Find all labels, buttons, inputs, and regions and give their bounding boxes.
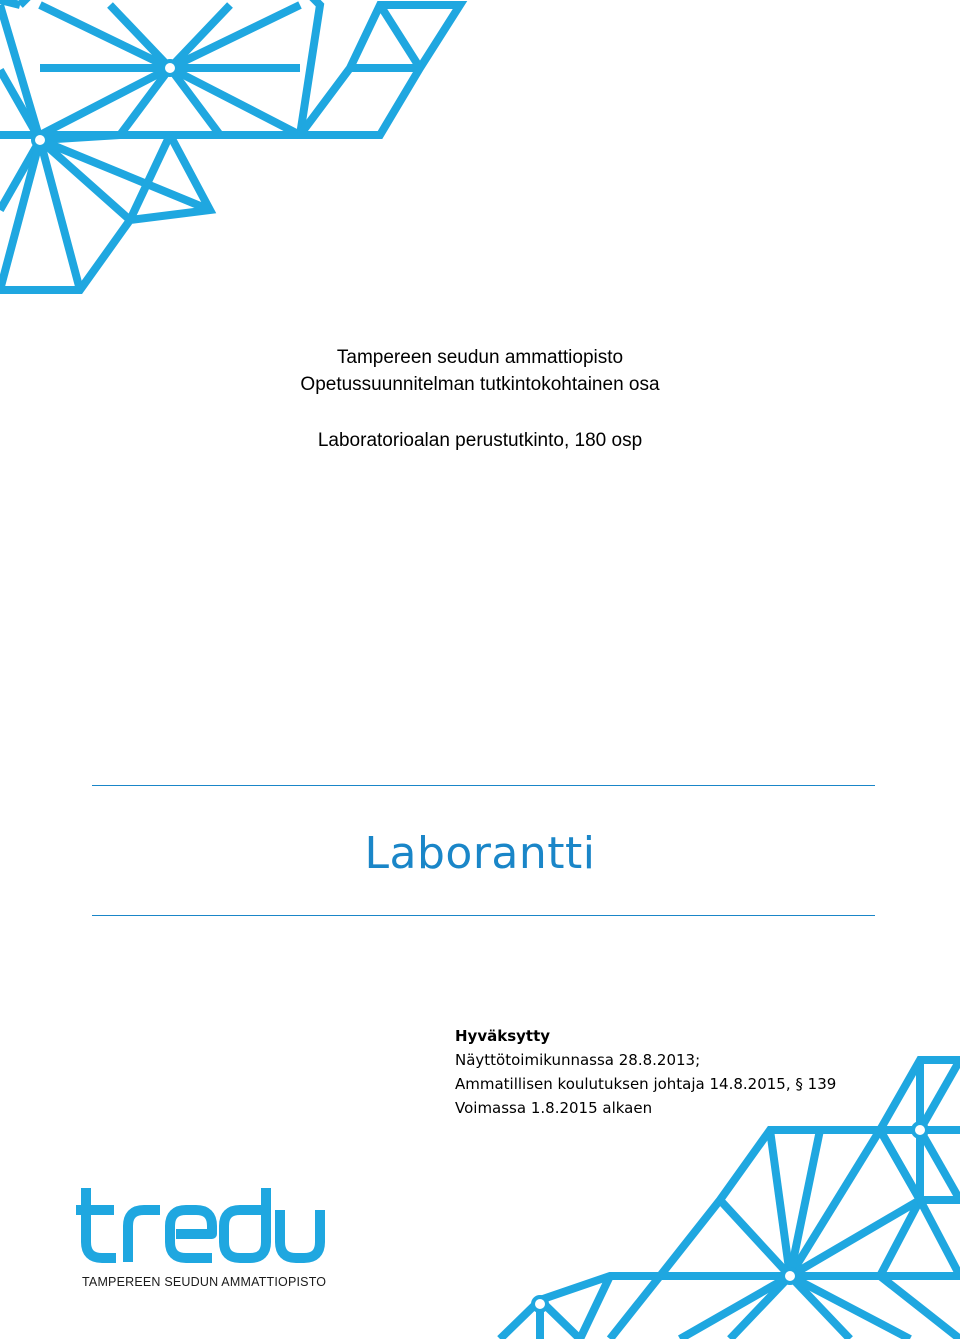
approval-line: Näyttötoimikunnassa 28.8.2013;: [455, 1051, 701, 1069]
title-rule-bottom: [92, 915, 875, 916]
approval-heading: Hyväksytty: [455, 1027, 551, 1045]
tredu-logo-icon: [76, 1186, 326, 1266]
logo-subtitle: TAMPEREEN SEUDUN AMMATTIOPISTO: [82, 1275, 327, 1289]
approval-line: Voimassa 1.8.2015 alkaen: [455, 1099, 653, 1117]
curriculum-title: Opetussuunnitelman tutkintokohtainen osa: [300, 374, 660, 395]
approval-line: Ammatillisen koulutuksen johtaja 14.8.2015, § 139: [455, 1075, 837, 1093]
main-title: Laborantti: [364, 828, 596, 879]
title-rule-top: [92, 785, 875, 786]
school-name: Tampereen seudun ammattiopisto: [336, 347, 624, 368]
geometric-pattern-top-icon: [0, 0, 470, 300]
degree-title: Laboratorioalan perustutkinto, 180 osp: [317, 430, 643, 451]
